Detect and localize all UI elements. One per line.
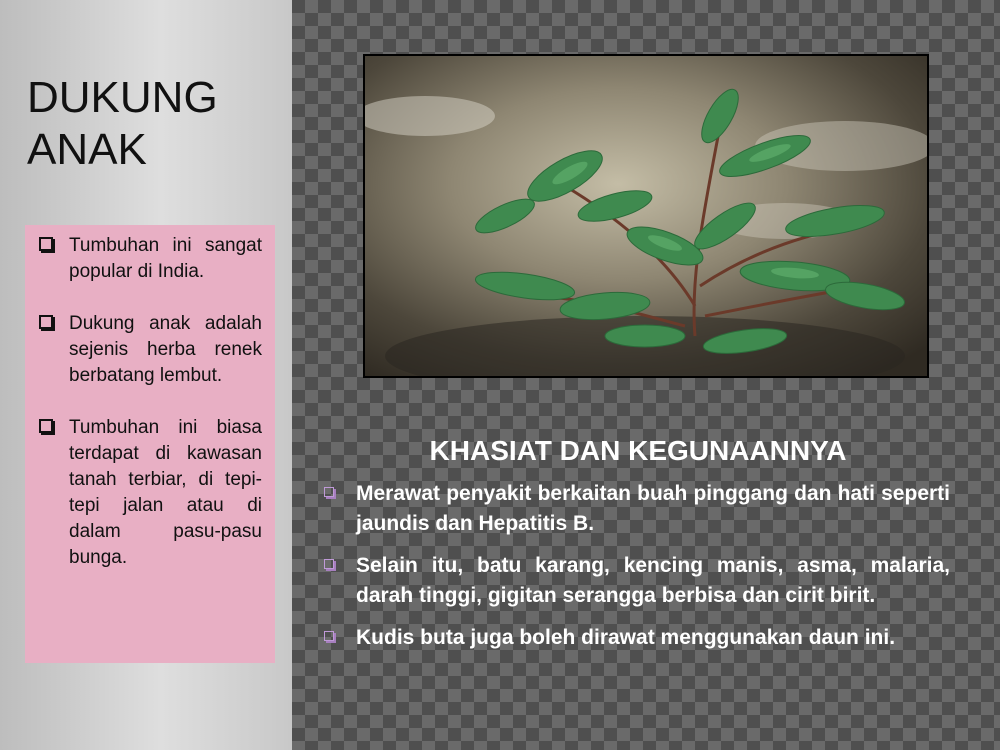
square-bullet-icon (39, 419, 53, 433)
purple-square-bullet-icon (324, 631, 334, 641)
square-bullet-icon (39, 315, 53, 329)
plant-illustration (365, 56, 927, 376)
info-item (37, 233, 265, 285)
info-text: Tumbuhan ini biasa terdapat di kawasan tanah terbiar, di tepi-tepi jalan atau di dalam pasu-pasu bunga. (69, 417, 262, 568)
title-line-2: ANAK (27, 125, 147, 174)
info-item (37, 311, 265, 389)
benefit-text: Kudis buta juga boleh dirawat menggunakan daun ini. (356, 626, 896, 649)
benefit-item (318, 623, 954, 653)
info-item (37, 415, 265, 571)
slide-title (27, 72, 218, 176)
benefit-text: Selain itu, batu karang, kencing manis, asma, malaria, darah tinggi, gigitan serangga berbisa dan cirit birit. (356, 554, 950, 607)
benefit-item (318, 479, 954, 539)
square-bullet-icon (39, 237, 53, 251)
section-heading: KHASIAT DAN KEGUNAANNYA (429, 435, 847, 466)
benefit-text: Merawat penyakit berkaitan buah pinggang dan hati seperti jaundis dan Hepatitis B. (356, 482, 950, 535)
info-text: Dukung anak adalah sejenis herba renek berbatang lembut. (69, 313, 262, 386)
title-line-1: DUKUNG (27, 73, 218, 122)
info-box (25, 225, 275, 663)
benefits-list (318, 479, 954, 665)
purple-square-bullet-icon (324, 559, 334, 569)
purple-square-bullet-icon (324, 487, 334, 497)
benefit-item (318, 551, 954, 611)
plant-photo (363, 54, 929, 378)
info-text: Tumbuhan ini sangat popular di India. (69, 235, 262, 282)
